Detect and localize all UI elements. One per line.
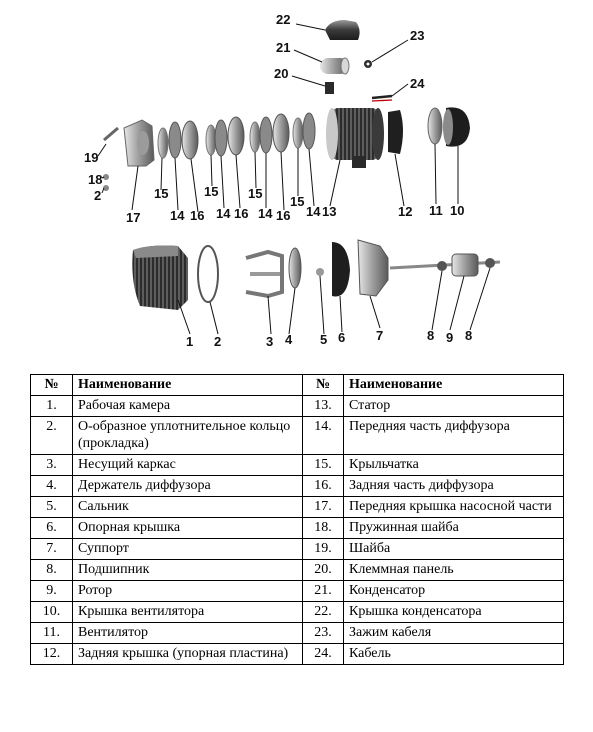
washer-part	[104, 128, 118, 140]
callout-14-d: 14	[306, 204, 321, 219]
callout-24: 24	[410, 76, 425, 91]
callout-8-b: 8	[465, 328, 473, 343]
o-ring-part	[198, 246, 218, 302]
row-name: Несущий каркас	[73, 455, 303, 476]
row-num: 2.	[31, 417, 73, 455]
table-row	[31, 623, 564, 644]
table-row	[31, 560, 564, 581]
row-num: 3.	[31, 455, 73, 476]
row-name: Сальник	[73, 497, 303, 518]
callout-21: 21	[276, 40, 291, 55]
callout-15-d: 15	[290, 194, 305, 209]
callout-6: 6	[338, 330, 346, 345]
impeller-diffuser-stack	[158, 113, 315, 159]
callout-16-c: 16	[276, 208, 291, 223]
cable-clamp-part	[364, 60, 372, 68]
row-num: 6.	[31, 518, 73, 539]
row-num: 24.	[303, 644, 344, 665]
row-name: Задняя крышка (упорная пластина)	[73, 644, 303, 665]
row-num: 23.	[303, 623, 344, 644]
header-num-right: №	[303, 375, 344, 396]
row-name: Шайба	[344, 539, 564, 560]
callout-3: 3	[266, 334, 274, 349]
table-row	[31, 518, 564, 539]
row-num: 1.	[31, 396, 73, 417]
callout-16-b: 16	[234, 206, 249, 221]
callout-9: 9	[446, 330, 454, 345]
row-num: 16.	[303, 476, 344, 497]
header-num-left: №	[31, 375, 73, 396]
row-name: О-образное уплотнительное кольцо (прокладка)	[73, 417, 303, 455]
callout-12: 12	[398, 204, 413, 219]
callout-5: 5	[320, 332, 328, 347]
callout-14-a: 14	[170, 208, 185, 223]
table-row	[31, 644, 564, 665]
row-num: 14.	[303, 417, 344, 455]
row-name: Ротор	[73, 581, 303, 602]
fan-cover-part	[443, 107, 470, 146]
rear-cover-part	[388, 110, 403, 154]
table-row	[31, 602, 564, 623]
row-num: 15.	[303, 455, 344, 476]
stator-part	[326, 108, 384, 168]
row-name: Суппорт	[73, 539, 303, 560]
header-name-left: Наименование	[73, 375, 303, 396]
row-num: 20.	[303, 560, 344, 581]
row-num: 4.	[31, 476, 73, 497]
rotor-part	[390, 254, 500, 276]
terminal-panel-part	[325, 82, 334, 94]
callout-23: 23	[410, 28, 425, 43]
row-name: Крышка вентилятора	[73, 602, 303, 623]
callout-20: 20	[274, 66, 289, 81]
capacitor-cover-part	[325, 20, 360, 40]
table-row	[31, 497, 564, 518]
capacitor-part	[320, 58, 349, 74]
row-name: Рабочая камера	[73, 396, 303, 417]
row-name: Подшипник	[73, 560, 303, 581]
callout-8-a: 8	[427, 328, 435, 343]
row-num: 11.	[31, 623, 73, 644]
callout-11: 11	[429, 203, 443, 218]
row-name: Крыльчатка	[344, 455, 564, 476]
row-num: 7.	[31, 539, 73, 560]
callout-15-b: 15	[204, 184, 219, 199]
row-num: 10.	[31, 602, 73, 623]
row-num: 21.	[303, 581, 344, 602]
table-row	[31, 417, 564, 455]
table-row	[31, 396, 564, 417]
pump-front-cover-part	[124, 120, 154, 166]
row-num: 19.	[303, 539, 344, 560]
callout-4: 4	[285, 332, 293, 347]
callout-15-c: 15	[248, 186, 263, 201]
diffuser-holder-part	[289, 248, 301, 288]
callout-22: 22	[276, 12, 291, 27]
row-num: 22.	[303, 602, 344, 623]
row-num: 5.	[31, 497, 73, 518]
header-name-right: Наименование	[344, 375, 564, 396]
parts-table	[30, 374, 564, 665]
callout-1: 1	[186, 334, 194, 349]
row-name: Зажим кабеля	[344, 623, 564, 644]
row-name: Конденсатор	[344, 581, 564, 602]
row-name: Кабель	[344, 644, 564, 665]
row-num: 13.	[303, 396, 344, 417]
callout-2: 2	[214, 334, 222, 349]
row-name: Передняя часть диффузора	[344, 417, 564, 455]
row-name: Статор	[344, 396, 564, 417]
support-frame-part	[246, 252, 282, 296]
row-name: Держатель диффузора	[73, 476, 303, 497]
row-num: 12.	[31, 644, 73, 665]
callout-18: 18	[88, 172, 103, 187]
row-num: 17.	[303, 497, 344, 518]
seal-part	[316, 268, 324, 276]
callout-14-b: 14	[216, 206, 231, 221]
fan-part	[428, 108, 442, 144]
table-header-row	[31, 375, 564, 396]
callout-7: 7	[376, 328, 384, 343]
bearing-cover-part	[332, 242, 350, 296]
table-row	[31, 581, 564, 602]
callout-2-top: 2	[94, 188, 102, 203]
row-num: 8.	[31, 560, 73, 581]
row-name: Опорная крышка	[73, 518, 303, 539]
callout-16-a: 16	[190, 208, 205, 223]
table-row	[31, 476, 564, 497]
callout-15-a: 15	[154, 186, 169, 201]
callout-17: 17	[126, 210, 141, 225]
row-name: Крышка конденсатора	[344, 602, 564, 623]
pump-chamber-part	[132, 246, 188, 311]
row-name: Вентилятор	[73, 623, 303, 644]
callout-14-c: 14	[258, 206, 273, 221]
callout-19: 19	[84, 150, 99, 165]
table-row	[31, 539, 564, 560]
cable-part	[372, 96, 392, 101]
row-name: Задняя часть диффузора	[344, 476, 564, 497]
callout-10: 10	[450, 203, 465, 218]
table-row	[31, 455, 564, 476]
row-name: Клеммная панель	[344, 560, 564, 581]
bracket-part	[358, 240, 388, 296]
row-name: Передняя крышка насосной части	[344, 497, 564, 518]
row-num: 18.	[303, 518, 344, 539]
row-name: Пружинная шайба	[344, 518, 564, 539]
row-num: 9.	[31, 581, 73, 602]
callout-13: 13	[322, 204, 337, 219]
